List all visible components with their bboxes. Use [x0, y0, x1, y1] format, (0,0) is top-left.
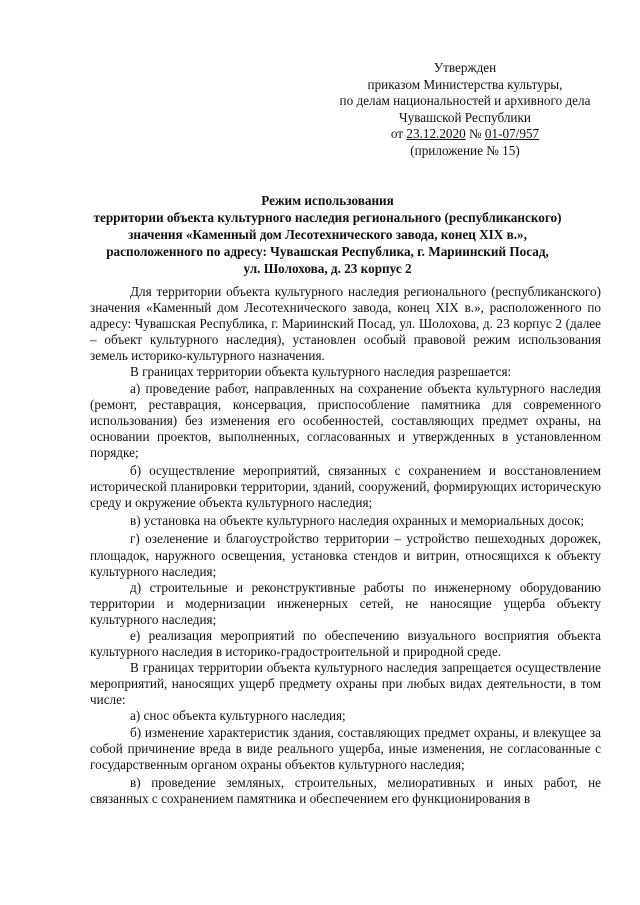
approval-line-order: приказом Министерства культуры, — [367, 76, 563, 92]
paragraph-intro: Для территории объекта культурного наследия регионального (республиканского) значения «Каменный дом Лесотехнического завода, конец XIX в.», расположенного по адресу: Чувашская Республика, г. Мариинский Посад, ул. Шолохова, д. 23 корпус 2 (далее – объект культурного наследия), установлен особый правовой режим использования земель историко-культурного назначения. — [90, 284, 601, 364]
document-title — [40, 192, 615, 277]
approval-line-ministry: по делам национальностей и архивного дела — [339, 93, 591, 108]
paragraph-allowed-v: в) установка на объекте культурного наследия охранных и мемориальных досок; — [130, 513, 585, 529]
paragraph-prohibited-a: а) снос объекта культурного наследия; — [130, 708, 346, 724]
paragraph-prohibited-b: б) изменение характеристик здания, составляющих предмет охраны, и влекущее за собой причинение вреда в виде реального ущерба, иные изменения, не согласованные с государственным органом охраны объектов культурного наследия; — [90, 724, 601, 772]
approval-line-date-number — [300, 126, 630, 143]
approval-number: 01-07/957 — [484, 126, 540, 141]
approval-line-republic: Чувашской Республики — [399, 109, 531, 125]
title-line-4: расположенного по адресу: Чувашская Республика, г. Мариинский Посад, — [106, 244, 549, 259]
document-body — [90, 284, 601, 807]
title-line-5: ул. Шолохова, д. 23 корпус 2 — [243, 261, 412, 276]
approval-line-approved: Утвержден — [433, 60, 497, 75]
approval-stamp — [300, 60, 630, 159]
approval-appendix: (приложение № 15) — [410, 142, 520, 158]
paragraph-allowed-d: д) строительные и реконструктивные работы по инженерному оборудованию территории и модернизации инженерных сетей, не наносящие ущерба объекту культурного наследия; — [90, 579, 601, 627]
paragraph-prohibited-heading: В границах территории объекта культурного наследия запрещается осуществление мероприятий, наносящих ущерб предмету охраны при любых видах деятельности, в том числе: — [90, 660, 601, 708]
title-line-1: Режим использования — [261, 193, 394, 208]
approval-date: 23.12.2020 — [406, 126, 466, 141]
paragraph-allowed-a: а) проведение работ, направленных на сохранение объекта культурного наследия (ремонт, реставрация, консервация, приспособление памятника для современного использования) без изменения его особенностей, составляющих предмет охраны, на основании проектов, выполненных, согласованных и утвержденных в установленном порядке; — [90, 380, 601, 460]
paragraph-allowed-heading: В границах территории объекта культурного наследия разрешается: — [130, 364, 512, 380]
paragraph-prohibited-v: в) проведение земляных, строительных, мелиоративных и иных работ, не связанных с сохранением памятника и обеспечением его функционирования в — [90, 774, 601, 806]
approval-from-word: от — [390, 126, 404, 141]
approval-number-sign: № — [469, 126, 482, 141]
title-line-3: значения «Каменный дом Лесотехнического завода, конец XIX в.», — [128, 227, 527, 242]
title-line-2: территории объекта культурного наследия регионального (республиканского) — [93, 210, 562, 225]
paragraph-allowed-e: е) реализация мероприятий по обеспечению визуального восприятия объекта культурного наследия в историко-градостроительной и природной среде. — [90, 627, 601, 660]
paragraph-allowed-b: б) осуществление мероприятий, связанных с сохранением и восстановлением исторической планировки территории, зданий, сооружений, формирующих историческую среду и окружение объекта культурного наследия; — [90, 463, 601, 511]
paragraph-allowed-g: г) озеленение и благоустройство территории – устройство пешеходных дорожек, площадок, наружного освещения, установка стендов и витрин, относящихся к объекту культурного наследия; — [90, 531, 601, 579]
